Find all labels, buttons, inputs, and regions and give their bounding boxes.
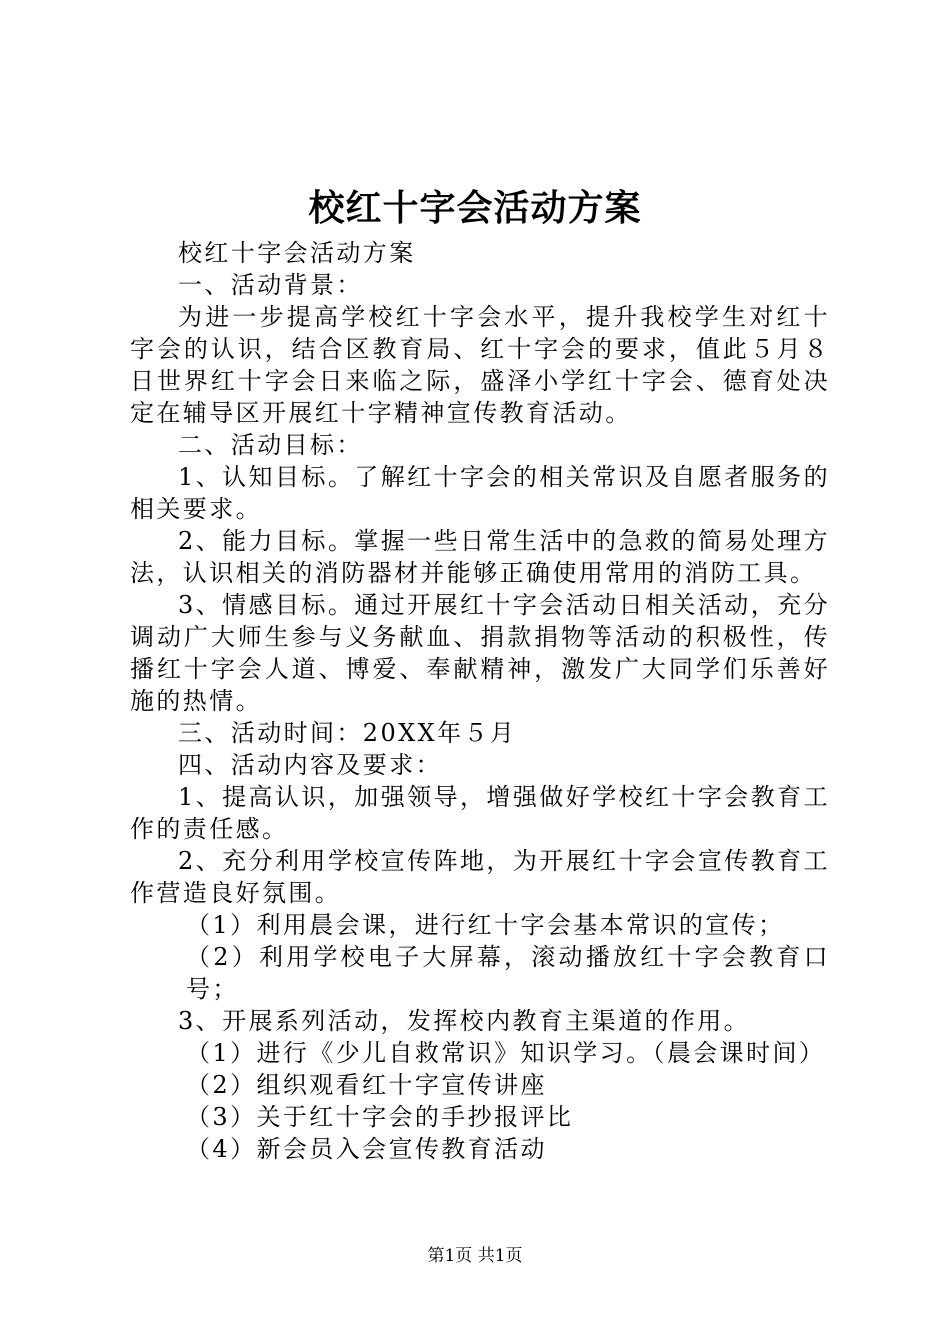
list-item: （2）利用学校电子大屏幕，滚动播放红十字会教育口号； bbox=[186, 943, 830, 1003]
document-body bbox=[130, 237, 830, 1165]
section-heading-content: 四、活动内容及要求： bbox=[178, 751, 442, 779]
page-footer: 第1页 共1页 bbox=[427, 1246, 523, 1266]
list-item: （1）进行《少儿自救常识》知识学习。（晨会课时间） bbox=[186, 1039, 826, 1067]
list-item: （3）关于红十字会的手抄报评比 bbox=[186, 1103, 574, 1131]
paragraph-heading-repeat: 校红十字会活动方案 bbox=[178, 239, 416, 267]
paragraph-content-1: 1、提高认识，加强领导，增强做好学校红十字会教育工作的责任感。 bbox=[130, 783, 830, 843]
section-heading-background: 一、活动背景： bbox=[178, 271, 363, 299]
section-heading-time: 三、活动时间：20XX年５月 bbox=[178, 719, 517, 747]
paragraph-background: 为进一步提高学校红十字会水平，提升我校学生对红十字会的认识，结合区教育局、红十字会的要求，值此５月８日世界红十字会日来临之际，盛泽小学红十字会、德育处决定在辅导区开展红十字精神宣传教育活动。 bbox=[130, 303, 830, 427]
paragraph-goal-cognitive: 1、认知目标。了解红十字会的相关常识及自愿者服务的相关要求。 bbox=[130, 463, 830, 523]
list-item: （1）利用晨会课，进行红十字会基本常识的宣传； bbox=[186, 911, 785, 939]
list-item: （4）新会员入会宣传教育活动 bbox=[186, 1135, 547, 1163]
list-item: （2）组织观看红十字宣传讲座 bbox=[186, 1071, 547, 1099]
paragraph-content-3: 3、开展系列活动，发挥校内教育主渠道的作用。 bbox=[178, 1007, 751, 1035]
section-heading-goals: 二、活动目标： bbox=[178, 431, 363, 459]
paragraph-content-2: 2、充分利用学校宣传阵地，为开展红十字会宣传教育工作营造良好氛围。 bbox=[130, 847, 830, 907]
paragraph-goal-emotion: 3、情感目标。通过开展红十字会活动日相关活动，充分调动广大师生参与义务献血、捐款捐物等活动的积极性，传播红十字会人道、博爱、奉献精神，激发广大同学们乐善好施的热情。 bbox=[130, 591, 830, 715]
document-title: 校红十字会活动方案 bbox=[308, 187, 642, 229]
paragraph-goal-ability: 2、能力目标。掌握一些日常生活中的急救的简易处理方法，认识相关的消防器材并能够正确使用常用的消防工具。 bbox=[130, 527, 830, 587]
